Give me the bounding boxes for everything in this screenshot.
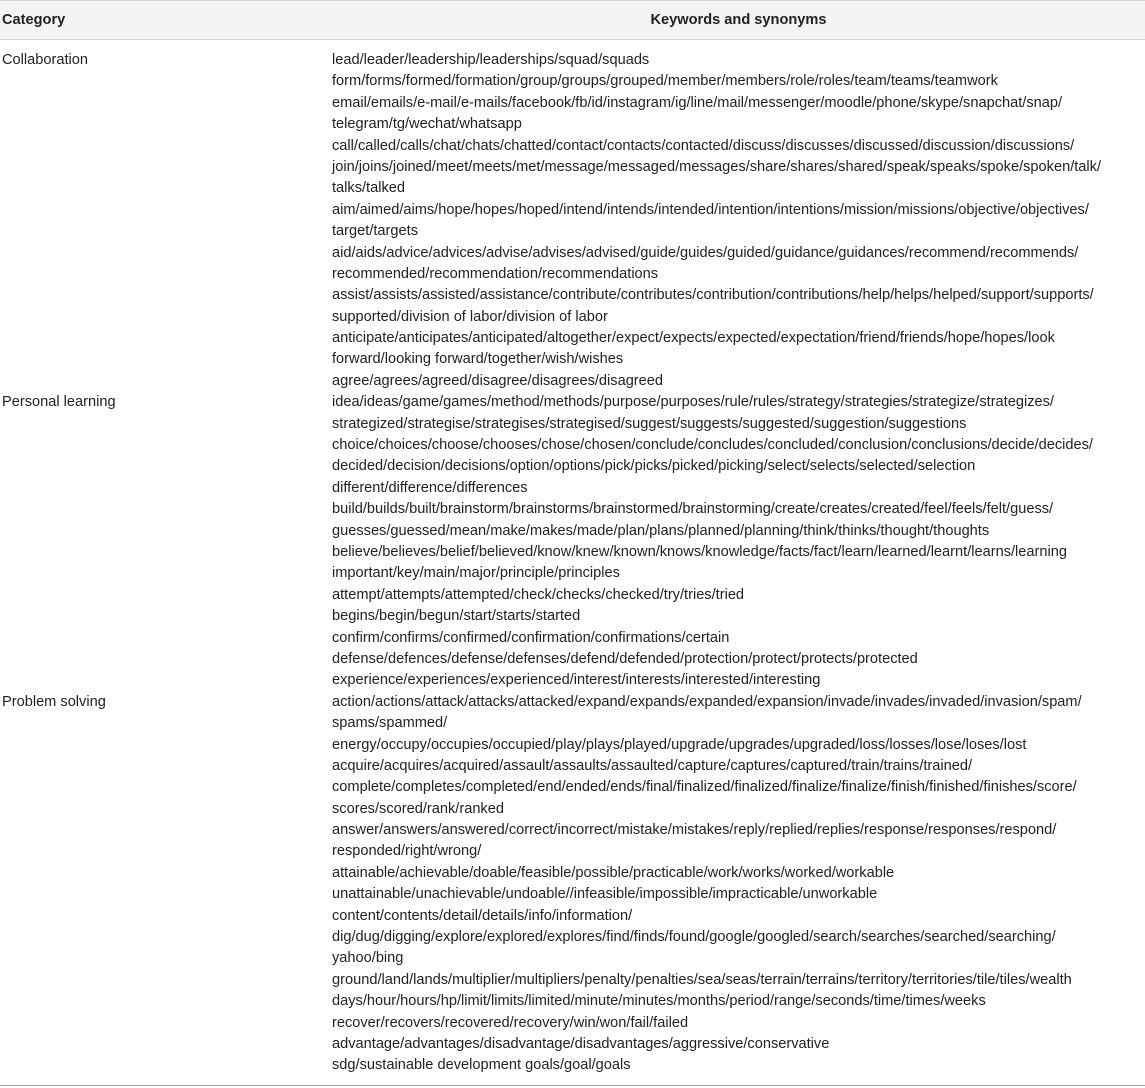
keyword-line: spams/spammed/ — [332, 715, 448, 732]
keyword-line: important/key/main/major/principle/principles — [332, 565, 620, 582]
keyword-line: advantage/advantages/disadvantage/disadvantages/aggressive/conservative — [332, 1035, 830, 1052]
keyword-line: lead/leader/leadership/leaderships/squad/squads — [332, 52, 650, 68]
keyword-line: guesses/guessed/mean/make/makes/made/plan/plans/planned/planning/think/thinks/thought/thoughts — [332, 522, 990, 539]
keyword-line: experience/experiences/experienced/interest/interests/interested/interesting — [332, 672, 821, 689]
keyword-line: aid/aids/advice/advices/advise/advises/advised/guide/guides/guided/guidance/guidances/recommend/recommends/ — [332, 244, 1079, 261]
keywords-cell — [332, 50, 1145, 392]
keyword-line: agree/agrees/agreed/disagree/disagrees/disagreed — [332, 372, 664, 389]
category-cell: Problem solving — [2, 693, 106, 710]
keyword-line: defense/defences/defense/defenses/defend/defended/protection/protect/protects/protected — [332, 650, 918, 667]
keyword-line: energy/occupy/occupies/occupied/play/plays/played/upgrade/upgrades/upgraded/loss/losses/lose/loses/lost — [332, 736, 1027, 753]
keyword-line: assist/assists/assisted/assistance/contribute/contributes/contribution/contributions/help/helps/helped/support/supports/ — [332, 287, 1094, 304]
keyword-line: scores/scored/rank/ranked — [332, 800, 504, 817]
keyword-line: recommended/recommendation/recommendations — [332, 265, 659, 282]
table-row — [0, 392, 1145, 691]
keyword-line: sdg/sustainable development goals/goal/goals — [332, 1057, 631, 1074]
header-keywords: Keywords and synonyms — [650, 12, 827, 28]
keyword-line: decided/decision/decisions/option/options/pick/picks/picked/picking/select/selects/selected/selection — [332, 458, 976, 475]
keyword-line: aim/aimed/aims/hope/hopes/hoped/intend/intends/intended/intention/intentions/mission/missions/objective/objectives/ — [332, 201, 1089, 218]
keyword-line: attempt/attempts/attempted/check/checks/checked/try/tries/tried — [332, 586, 745, 603]
keyword-line: different/difference/differences — [332, 479, 528, 496]
keyword-line: dig/dug/digging/explore/explored/explores/find/finds/found/google/googled/search/searches/searched/searching/ — [332, 929, 1056, 946]
keyword-line: target/targets — [332, 223, 418, 240]
keyword-line: responded/right/wrong/ — [332, 843, 482, 860]
keyword-line: action/actions/attack/attacks/attacked/expand/expands/expanded/expansion/invade/invades/invaded/invasion/spam/ — [332, 693, 1082, 710]
keyword-line: idea/ideas/game/games/method/methods/purpose/purposes/rule/rules/strategy/strategies/strategize/strategizes/ — [332, 394, 1054, 411]
keyword-line: answer/answers/answered/correct/incorrect/mistake/mistakes/reply/replied/replies/response/responses/respond/ — [332, 822, 1057, 839]
keyword-line: anticipate/anticipates/anticipated/altogether/expect/expects/expected/expectation/friend/friends/hope/hopes/look — [332, 330, 1055, 347]
keyword-line: ground/land/lands/multiplier/multipliers/penalty/penalties/sea/seas/terrain/terrains/territory/territories/tile/tiles/wealth — [332, 971, 1072, 988]
keyword-line: attainable/achievable/doable/feasible/possible/practicable/work/works/worked/workable — [332, 864, 895, 881]
category-cell: Collaboration — [2, 52, 88, 68]
keyword-line: acquire/acquires/acquired/assault/assaults/assaulted/capture/captures/captured/train/trains/trained/ — [332, 757, 973, 774]
keyword-line: confirm/confirms/confirmed/confirmation/confirmations/certain — [332, 629, 730, 646]
keyword-line: unattainable/unachievable/undoable//infeasible/impossible/impracticable/unworkable — [332, 886, 878, 903]
keywords-cell — [332, 392, 1145, 691]
table-row — [0, 692, 1145, 1077]
keyword-line: begins/begin/begun/start/starts/started — [332, 608, 581, 625]
keyword-line: talks/talked — [332, 180, 406, 197]
keyword-line: forward/looking forward/together/wish/wishes — [332, 351, 624, 368]
keyword-line: recover/recovers/recovered/recovery/win/won/fail/failed — [332, 1014, 689, 1031]
keyword-line: content/contents/detail/details/info/information/ — [332, 907, 633, 924]
keyword-line: build/builds/built/brainstorm/brainstorms/brainstormed/brainstorming/create/creates/created/feel/feels/felt/guess/ — [332, 501, 1054, 518]
category-cell: Personal learning — [2, 394, 116, 411]
keyword-line: form/forms/formed/formation/group/groups/grouped/member/members/role/roles/team/teams/teamwork — [332, 73, 998, 90]
keyword-line: email/emails/e-mail/e-mails/facebook/fb/id/instagram/ig/line/mail/messenger/moodle/phone/skype/snapchat/snap/ — [332, 94, 1063, 111]
bottom-rule — [0, 1085, 1145, 1086]
keyword-line: call/called/calls/chat/chats/chatted/contact/contacts/contacted/discuss/discusses/discussed/discussion/discussions/ — [332, 137, 1075, 154]
keyword-line: join/joins/joined/meet/meets/met/message/messaged/messages/share/shares/shared/speak/speaks/spoke/spoken/talk/ — [332, 158, 1102, 175]
keyword-line: telegram/tg/wechat/whatsapp — [332, 116, 522, 133]
keyword-line: complete/completes/completed/end/ended/ends/final/finalized/finalized/finalize/finalize/finish/finished/finishes/score/ — [332, 779, 1077, 796]
table-body — [0, 40, 1145, 1077]
keywords-cell — [332, 692, 1145, 1077]
keyword-line: believe/believes/belief/believed/know/knew/known/knows/knowledge/facts/fact/learn/learned/learnt/learns/learning — [332, 543, 1067, 560]
keyword-line: supported/division of labor/division of labor — [332, 308, 608, 325]
table-row — [0, 50, 1145, 392]
table-header — [0, 0, 1145, 40]
keyword-line: days/hour/hours/hp/limit/limits/limited/minute/minutes/months/period/range/seconds/time/times/weeks — [332, 993, 986, 1010]
keyword-line: choice/choices/choose/chooses/chose/chosen/conclude/concludes/concluded/conclusion/conclusions/decide/decides/ — [332, 437, 1093, 454]
header-category: Category — [2, 12, 66, 28]
keyword-line: yahoo/bing — [332, 950, 404, 967]
keyword-line: strategized/strategise/strategises/strategised/suggest/suggests/suggested/suggestion/suggestions — [332, 415, 967, 432]
